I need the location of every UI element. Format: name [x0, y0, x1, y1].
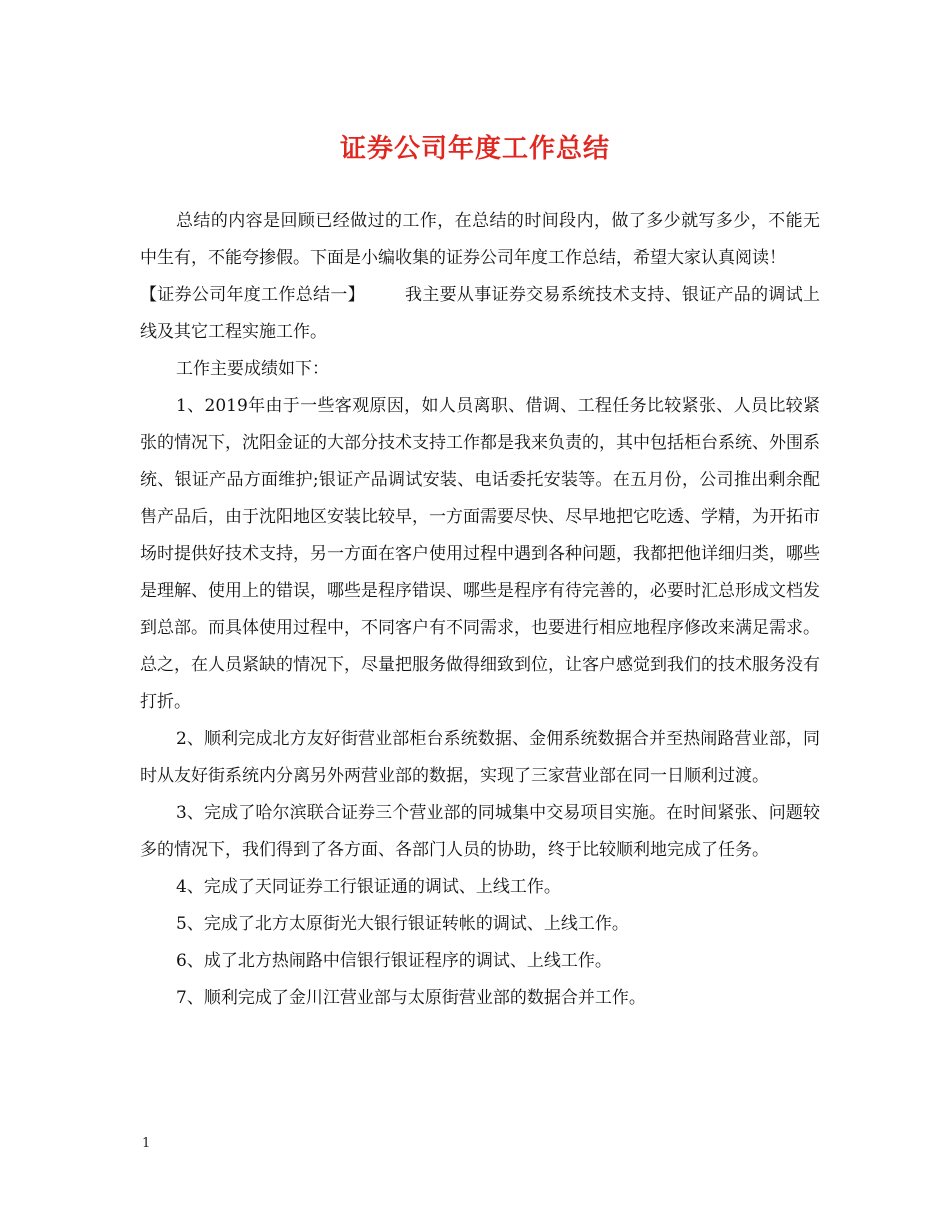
list-item: 4、完成了天同证券工行银证通的调试、上线工作。 — [176, 877, 561, 897]
list-item: 2、顺利完成北方友好街营业部柜台系统数据、金佣系统数据合并至热闹路营业部，同时从友好街系统内分离另外两营业部的数据，实现了三家营业部在同一日顺利过渡。 — [140, 729, 820, 786]
section-paragraph — [140, 277, 820, 351]
list-item: 3、完成了哈尔滨联合证券三个营业部的同城集中交易项目实施。在时间紧张、问题较多的情况下，我们得到了各方面、各部门人员的协助，终于比较顺利地完成了任务。 — [140, 803, 820, 860]
section-label: 【证券公司年度工作总结一】 — [140, 285, 365, 305]
achievements-heading: 工作主要成绩如下： — [176, 359, 329, 379]
list-item: 5、完成了北方太原街光大银行银证转帐的调试、上线工作。 — [176, 914, 629, 934]
intro-paragraph: 总结的内容是回顾已经做过的工作，在总结的时间段内，做了多少就写多少，不能无中生有，不能夸掺假。下面是小编收集的证券公司年度工作总结，希望大家认真阅读！ — [140, 211, 820, 268]
list-item: 1、2019年由于一些客观原因，如人员离职、借调、工程任务比较紧张、人员比较紧张的情况下，沈阳金证的大部分技术支持工作都是我来负责的，其中包括柜台系统、外围系统、银证产品方面维护;银证产品调试安装、电话委托安装等。在五月份，公司推出剩余配售产品后，由于沈阳地区安装比较早，一方面需要尽快、尽早地把它吃透、学精，为开拓市场时提供好技术支持，另一方面在客户使用过程中遇到各种问题，我都把他详细归类，哪些是理解、使用上的错误，哪些是程序错误、哪些是程序有待完善的，必要时汇总形成文档发到总部。而具体使用过程中，不同客户有不同需求，也要进行相应地程序修改来满足需求。总之，在人员紧缺的情况下，尽量把服务做得细致到位，让客户感觉到我们的技术服务没有打折。 — [140, 396, 820, 712]
document-title: 证券公司年度工作总结 — [339, 134, 610, 164]
document-body — [140, 203, 820, 1017]
section-text: 我主要从事证券交易系统技术支持、银证产品的调试上线及其它工程实施工作。 — [140, 285, 821, 342]
page-number: 1 — [142, 1136, 151, 1151]
list-item: 6、成了北方热闹路中信银行银证程序的调试、上线工作。 — [176, 951, 612, 971]
list-item: 7、顺利完成了金川江营业部与太原街营业部的数据合并工作。 — [176, 988, 646, 1008]
